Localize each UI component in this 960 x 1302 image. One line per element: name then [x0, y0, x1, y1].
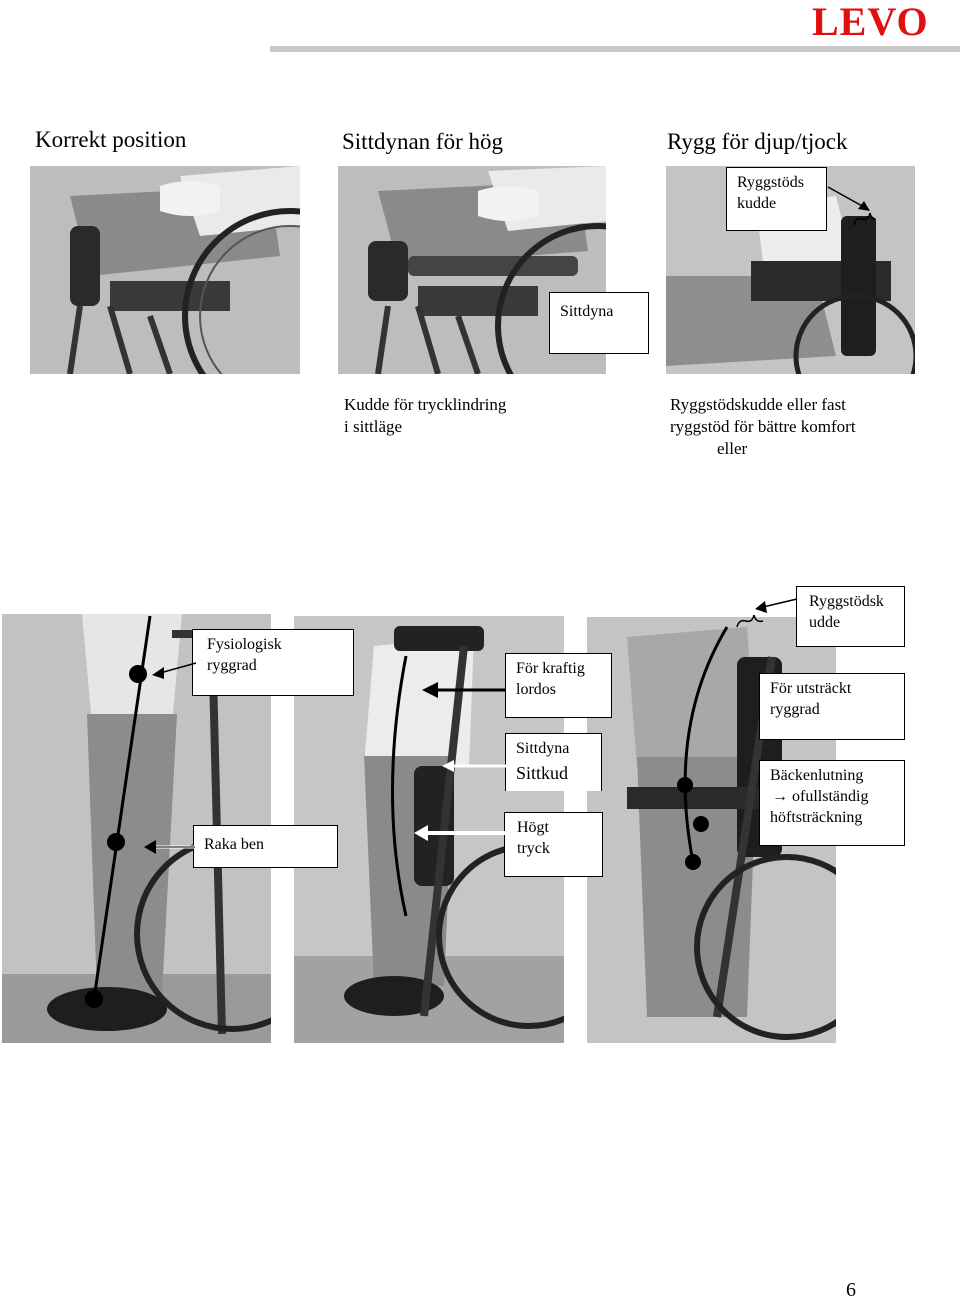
label-back-cushion-top [726, 167, 827, 231]
label-line: ryggrad [770, 701, 820, 718]
arrow-high-pressure [412, 822, 508, 844]
arrow-physiological-spine [150, 655, 200, 685]
label-seat-cushion-mid [505, 733, 602, 791]
caption-line: Kudde för trycklindring [344, 395, 507, 414]
label-line: Ryggstödsk [809, 593, 884, 610]
arrow-back-cushion-bottom [735, 593, 799, 635]
caption-line: eller [717, 439, 748, 458]
label-line: lordos [516, 681, 556, 698]
arrow-right-icon: → [772, 788, 788, 805]
caption-line: i sittläge [344, 417, 403, 436]
label-high-pressure [504, 812, 603, 877]
label-line: För utsträckt [770, 680, 852, 697]
label-line: Ryggstöds [737, 174, 804, 191]
label-back-cushion-bottom [796, 586, 905, 647]
label-lordosis [505, 653, 612, 718]
label-straight-legs: Raka ben [193, 825, 338, 868]
label-line: Bäckenlutning [770, 767, 864, 784]
caption-line: ryggstöd för bättre komfort [670, 417, 856, 436]
label-line: ofullständig [792, 788, 869, 805]
caption-line: Ryggstödskudde eller fast [670, 395, 846, 414]
label-line: Högt [517, 819, 549, 836]
label-line: udde [809, 614, 841, 631]
label-line: tryck [517, 840, 550, 857]
label-line: höftsträckning [770, 809, 863, 826]
heading-correct-position: Korrekt position [35, 127, 187, 152]
arrow-straight-legs [142, 836, 197, 858]
label-line: För kraftig [516, 660, 585, 677]
label-extended-spine [759, 673, 905, 740]
caption-back-cushion [670, 394, 856, 460]
label-line: Sittkud [516, 763, 569, 783]
label-line: Fysiologisk [207, 636, 282, 653]
label-seat-cushion-top: Sittdyna [549, 292, 649, 354]
brand-logo: LEVO [812, 0, 929, 44]
arrow-lordosis [420, 680, 510, 704]
label-physiological-spine [192, 629, 354, 696]
page-number: 6 [846, 1279, 856, 1301]
caption-cushion [344, 394, 506, 438]
label-line: ryggrad [207, 657, 257, 674]
arrow-back-cushion-top [826, 185, 876, 235]
heading-seat-too-high: Sittdynan för hög [342, 129, 503, 154]
label-pelvic-tilt [759, 760, 905, 846]
heading-back-too-deep: Rygg för djup/tjock [667, 129, 848, 154]
header-rule [270, 46, 960, 52]
label-line: kudde [737, 195, 777, 212]
label-line: Sittdyna [516, 740, 570, 757]
photo-correct-position [30, 166, 300, 374]
arrow-seat-cushion-mid [440, 756, 510, 776]
